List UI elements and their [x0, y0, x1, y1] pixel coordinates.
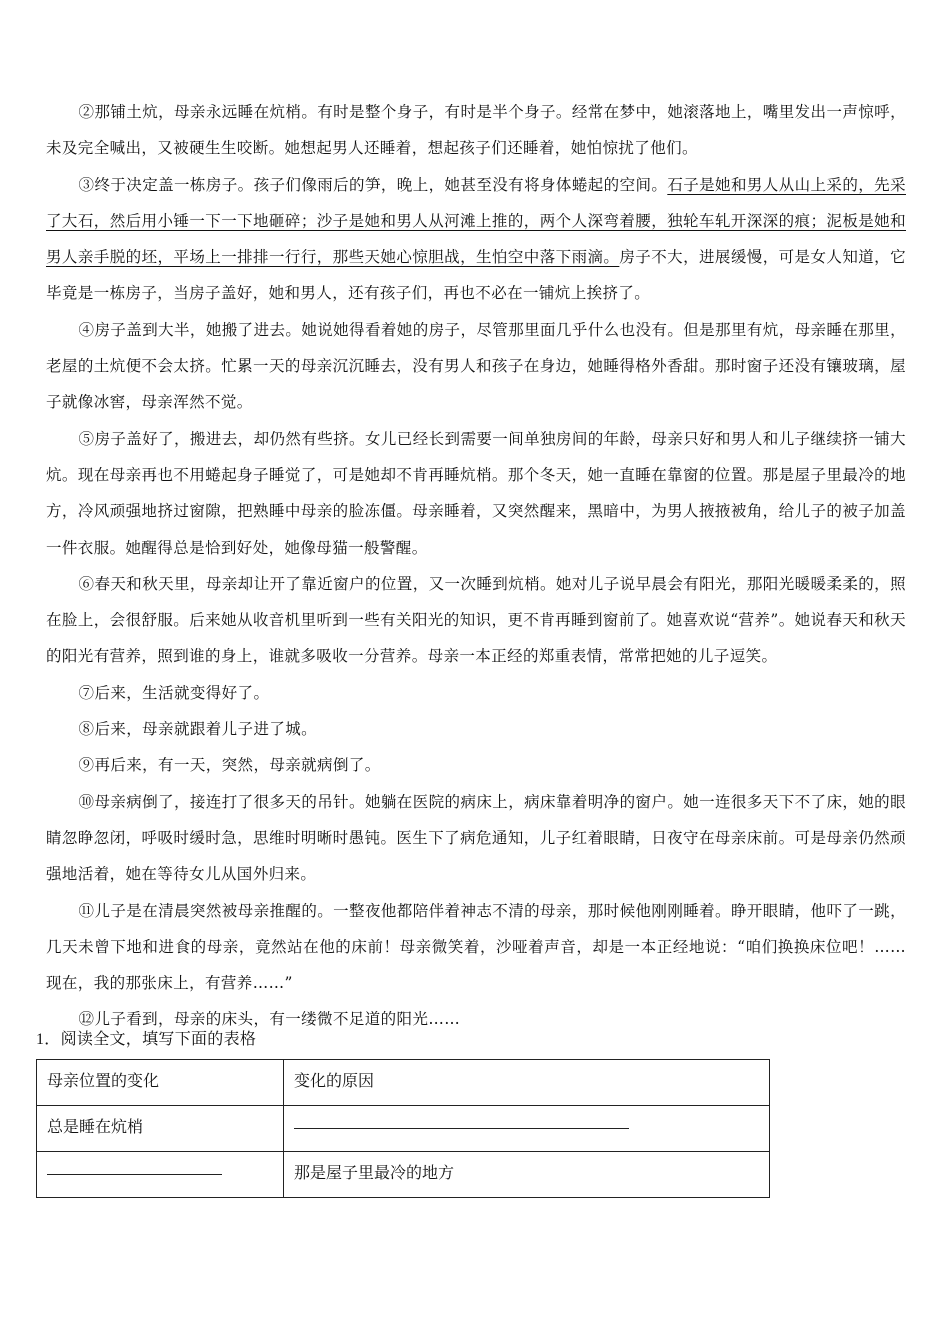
table-row [37, 1106, 770, 1152]
cell-position-1: 总是睡在炕梢 [37, 1106, 284, 1152]
paragraph-8: ⑧后来，母亲就跟着儿子进了城。 [78, 720, 318, 739]
cell-position-2 [37, 1152, 284, 1198]
answer-blank-reason[interactable] [294, 1114, 629, 1129]
answer-table [36, 1059, 770, 1198]
header-position-change: 母亲位置的变化 [37, 1060, 284, 1106]
paragraph-7: ⑦后来，生活就变得好了。 [78, 683, 270, 702]
table-header-row [37, 1060, 770, 1106]
cell-reason-2: 那是屋子里最冷的地方 [284, 1152, 770, 1198]
paragraph-2: ②那铺土炕，母亲永远睡在炕梢。有时是整个身子，有时是半个身子。经常在梦中，她滚落地上，嘴里发出一声惊呼，未及完全喊出，又被硬生生咬断。她想起男人还睡着，想起孩子们还睡着，她怕惊扰了他们。 [46, 103, 906, 158]
paragraph-9: ⑨再后来，有一天，突然，母亲就病倒了。 [78, 756, 381, 775]
reading-passage [46, 94, 906, 1038]
paragraph-3-start: ③终于决定盖一栋房子。孩子们像雨后的笋，晚上，她甚至没有将身体蜷起的空间。 [78, 175, 668, 194]
paragraph-5: ⑤房子盖好了，搬进去，却仍然有些挤。女儿已经长到需要一间单独房间的年龄，母亲只好和男人和儿子继续挤一铺大炕。现在母亲再也不用蜷起身子睡觉了，可是她却不肯再睡炕梢。那个冬天，她一直睡在靠窗的位置。那是屋子里最冷的地方，冷风顽强地挤过窗隙，把熟睡中母亲的脸冻僵。母亲睡着，又突然醒来，黑暗中，为男人掖掖被角，给儿子的被子加盖一件衣服。她醒得总是恰到好处，她像母猫一般警醒。 [46, 429, 906, 557]
cell-reason-1 [284, 1106, 770, 1152]
table-row [37, 1152, 770, 1198]
question-prompt: 1．阅读全文，填写下面的表格 [36, 1031, 257, 1048]
answer-blank-position[interactable] [47, 1160, 222, 1175]
paragraph-3 [46, 167, 906, 312]
paragraph-3-end: 房子不大，进展缓慢，可是女人知道，它毕竟是一栋房子，当房子盖好，她和男人，还有孩子们，再也不必在一铺炕上挨挤了。 [46, 248, 907, 303]
paragraph-4: ④房子盖到大半，她搬了进去。她说她得看着她的房子，尽管那里面几乎什么也没有。但是那里有炕，母亲睡在那里，老屋的土炕便不会太挤。忙累一天的母亲沉沉睡去，没有男人和孩子在身边，她睡得格外香甜。那时窗子还没有镶玻璃，屋子就像冰窖，母亲浑然不觉。 [46, 320, 906, 412]
paragraph-11: ⑪儿子是在清晨突然被母亲推醒的。一整夜他都陪伴着神志不清的母亲，那时候他刚刚睡着。睁开眼睛，他吓了一跳，几天未曾下地和进食的母亲，竟然站在他的床前！母亲微笑着，沙哑着声音，却是一本正经地说：“咱们换换床位吧！……现在，我的那张床上，有营养……” [46, 901, 906, 993]
paragraph-10: ⑩母亲病倒了，接连打了很多天的吊针。她躺在医院的病床上，病床靠着明净的窗户。她一连很多天下不了床，她的眼睛忽睁忽闭，呼吸时缓时急，思维时明晰时愚钝。医生下了病危通知，儿子红着眼睛，日夜守在母亲床前。可是母亲仍然顽强地活着，她在等待女儿从国外归来。 [46, 792, 906, 884]
underlined-sentence: 石子是她和男人从山上采的，先采了大石，然后用小锤一下一下地砸碎；沙子是她和男人从河滩上推的，两个人深弯着腰，独轮车轧开深深的痕；泥板是她和男人亲手脱的坯，平场上一排排一行行，那些天她心惊胆战，生怕空中落下雨滴。 [46, 175, 906, 267]
header-reason: 变化的原因 [284, 1060, 770, 1106]
paragraph-12: ⑫儿子看到，母亲的床头，有一缕微不足道的阳光…… [78, 1010, 461, 1029]
paragraph-6: ⑥春天和秋天里，母亲却让开了靠近窗户的位置，又一次睡到炕梢。她对儿子说早晨会有阳光，那阳光暖暖柔柔的，照在脸上，会很舒服。后来她从收音机里听到一些有关阳光的知识，更不肯再睡到窗前了。她喜欢说“营养”。她说春天和秋天的阳光有营养，照到谁的身上，谁就多吸收一分营养。母亲一本正经的郑重表情，常常把她的儿子逗笑。 [46, 574, 906, 666]
